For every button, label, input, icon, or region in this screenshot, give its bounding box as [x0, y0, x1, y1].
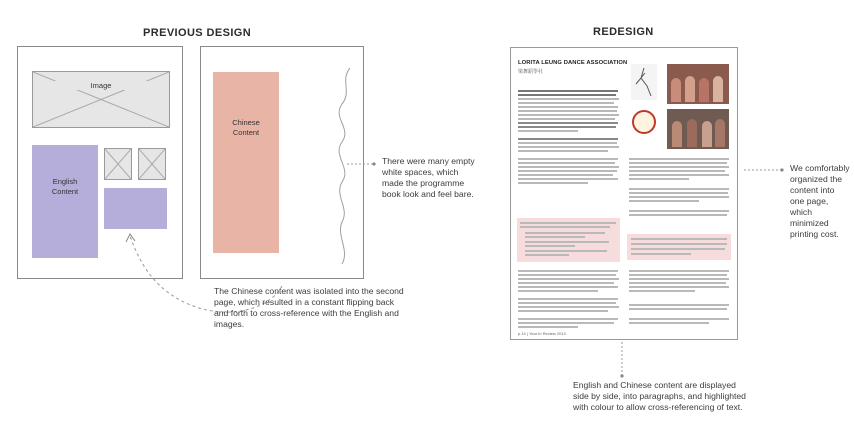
group-photo-2: [667, 109, 729, 149]
image-label: Image: [33, 81, 169, 90]
english-content-label: English Content: [51, 177, 79, 196]
one-page-note: We comfortably organized the content into one page, which minimized printing cost.: [790, 163, 850, 239]
white-space-note: There were many empty white spaces, which made the programme book look and feel bare.: [382, 156, 475, 199]
redesign-heading: REDESIGN: [593, 26, 654, 38]
redesign-page-subtitle: 梁舞蹈學社: [518, 69, 544, 75]
redesign-page-footer: p.14 | Year In Review 2013: [518, 331, 566, 336]
side-by-side-note: English and Chinese content are displayed side by side, into paragraphs, and highlighted with colour to allow cross-referencing of text.: [573, 380, 746, 412]
group-photo-1: [667, 64, 729, 104]
wavy-bracket: [339, 68, 350, 264]
dancer-logo-image: [631, 64, 657, 100]
redesign-page: [510, 47, 738, 340]
chinese-isolated-note: The Chinese content was isolated into the second page, which resulted in a constant flipping back and forth to cross-reference with the English and images.: [214, 286, 404, 329]
chinese-content-label: Chinese Content: [232, 118, 260, 137]
emblem-image: [632, 110, 656, 134]
redesign-page-title: LORITA LEUNG DANCE ASSOCIATION: [518, 60, 628, 66]
previous-design-heading: PREVIOUS DESIGN: [143, 27, 252, 39]
